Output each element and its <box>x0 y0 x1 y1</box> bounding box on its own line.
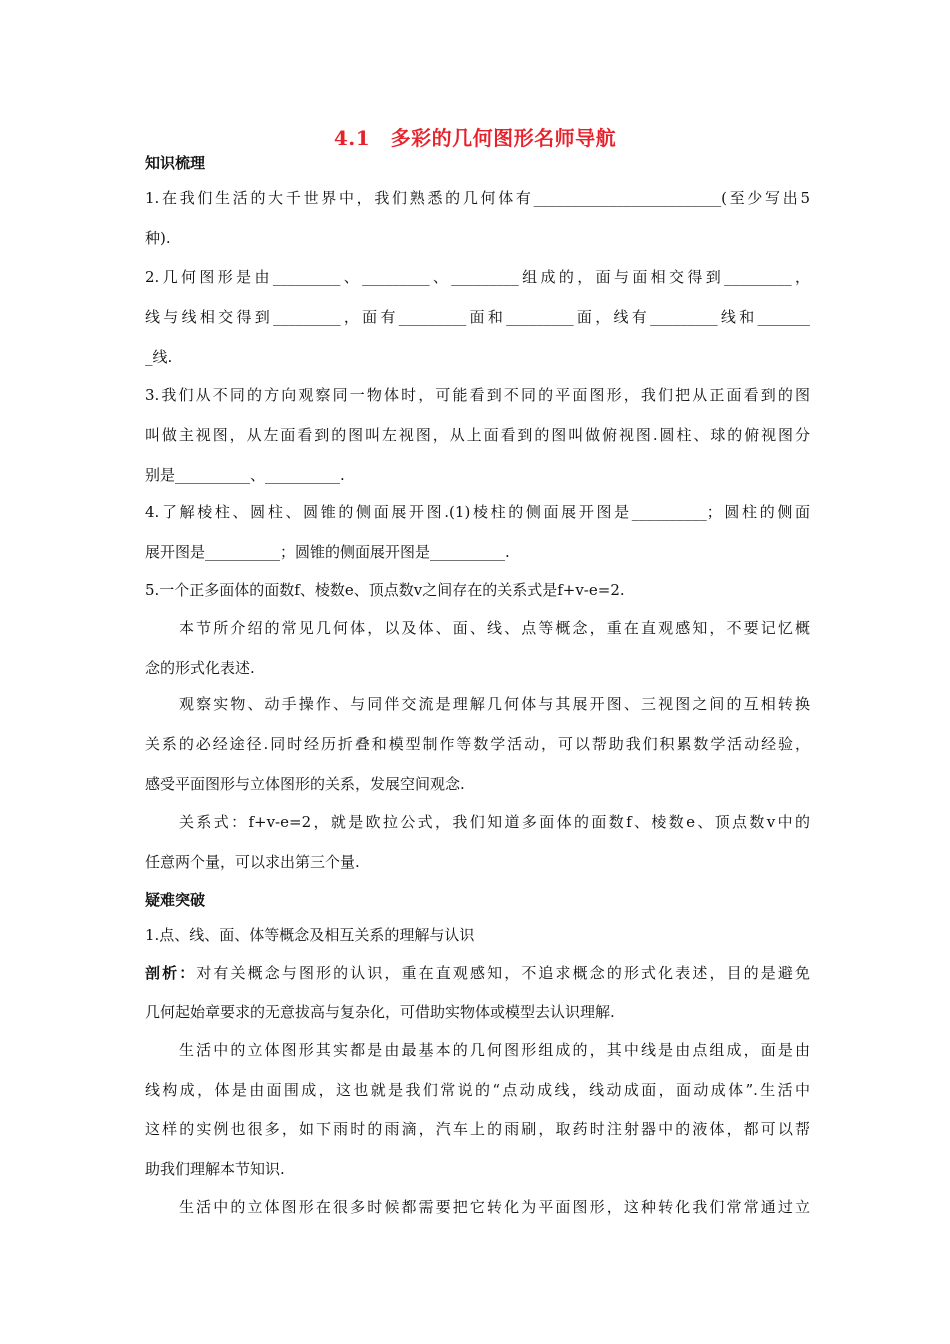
paragraph-line: 种). <box>145 229 171 247</box>
paragraph-line: 3.我们从不同的方向观察同一物体时，可能看到不同的平面图形，我们把从正面看到的图 <box>145 386 810 404</box>
paragraph-line: 任意两个量，可以求出第三个量. <box>145 853 360 871</box>
paragraph-line: 这样的实例也很多，如下雨时的雨滴，汽车上的雨刷，取药时注射器中的液体，都可以帮 <box>145 1120 810 1138</box>
paragraph-line: 1.在我们生活的大千世界中，我们熟悉的几何体有_________________________(至少写出5 <box>145 189 810 207</box>
paragraph-line: 展开图是__________；圆锥的侧面展开图是__________. <box>145 543 510 561</box>
paragraph-line: 念的形式化表述. <box>145 659 255 677</box>
paragraph-line: 几何起始章要求的无意拔高与复杂化，可借助实物体或模型去认识理解. <box>145 1003 615 1021</box>
paragraph-line: 生活中的立体图形其实都是由最基本的几何图形组成的，其中线是由点组成，面是由 <box>179 1041 810 1059</box>
analysis-label: 剖析： <box>145 964 197 982</box>
paragraph-line: 1.点、线、面、体等概念及相互关系的理解与认识 <box>145 926 475 944</box>
paragraph-line: 线构成，体是由面围成，这也就是我们常说的“点动成线，线动成面，面动成体”.生活中 <box>145 1081 810 1099</box>
paragraph-line: 关系式：f+v-e=2，就是欧拉公式，我们知道多面体的面数f、棱数e、顶点数v中的 <box>179 813 810 831</box>
paragraph-line: 关系的必经途径.同时经历折叠和模型制作等数学活动，可以帮助我们积累数学活动经验， <box>145 735 810 753</box>
analysis-text: 对有关概念与图形的认识，重在直观感知，不追求概念的形式化表述，目的是避免 <box>196 964 810 982</box>
section-heading-knowledge: 知识梳理 <box>145 154 206 172</box>
paragraph-line: 感受平面图形与立体图形的关系，发展空间观念. <box>145 775 465 793</box>
paragraph-line: 生活中的立体图形在很多时候都需要把它转化为平面图形，这种转化我们常常通过立 <box>179 1198 810 1216</box>
paragraph-line: 叫做主视图，从左面看到的图叫左视图，从上面看到的图叫做俯视图.圆柱、球的俯视图分 <box>145 426 810 444</box>
paragraph-line: 别是__________、__________. <box>145 466 345 484</box>
paragraph-line: 本节所介绍的常见几何体，以及体、面、线、点等概念，重在直观感知，不要记忆概 <box>179 619 810 637</box>
paragraph-line: 助我们理解本节知识. <box>145 1160 285 1178</box>
section-heading-difficulty: 疑难突破 <box>145 891 206 909</box>
paragraph-line: 线与线相交得到_________，面有_________面和_________面，线有_________线和_______ <box>145 308 810 326</box>
analysis-line <box>145 963 810 983</box>
page-title: 4.1 多彩的几何图形名师导航 <box>333 126 617 150</box>
paragraph-line: 观察实物、动手操作、与同伴交流是理解几何体与其展开图、三视图之间的互相转换 <box>179 695 810 713</box>
paragraph-line: 2.几何图形是由_________、_________、_________组成的，面与面相交得到_________， <box>145 268 810 286</box>
paragraph-line: 4.了解棱柱、圆柱、圆锥的侧面展开图.(1)棱柱的侧面展开图是__________；圆柱的侧面 <box>145 503 810 521</box>
paragraph-line: _线. <box>145 348 173 366</box>
paragraph-line: 5.一个正多面体的面数f、棱数e、顶点数v之间存在的关系式是f+v-e=2. <box>145 581 625 599</box>
